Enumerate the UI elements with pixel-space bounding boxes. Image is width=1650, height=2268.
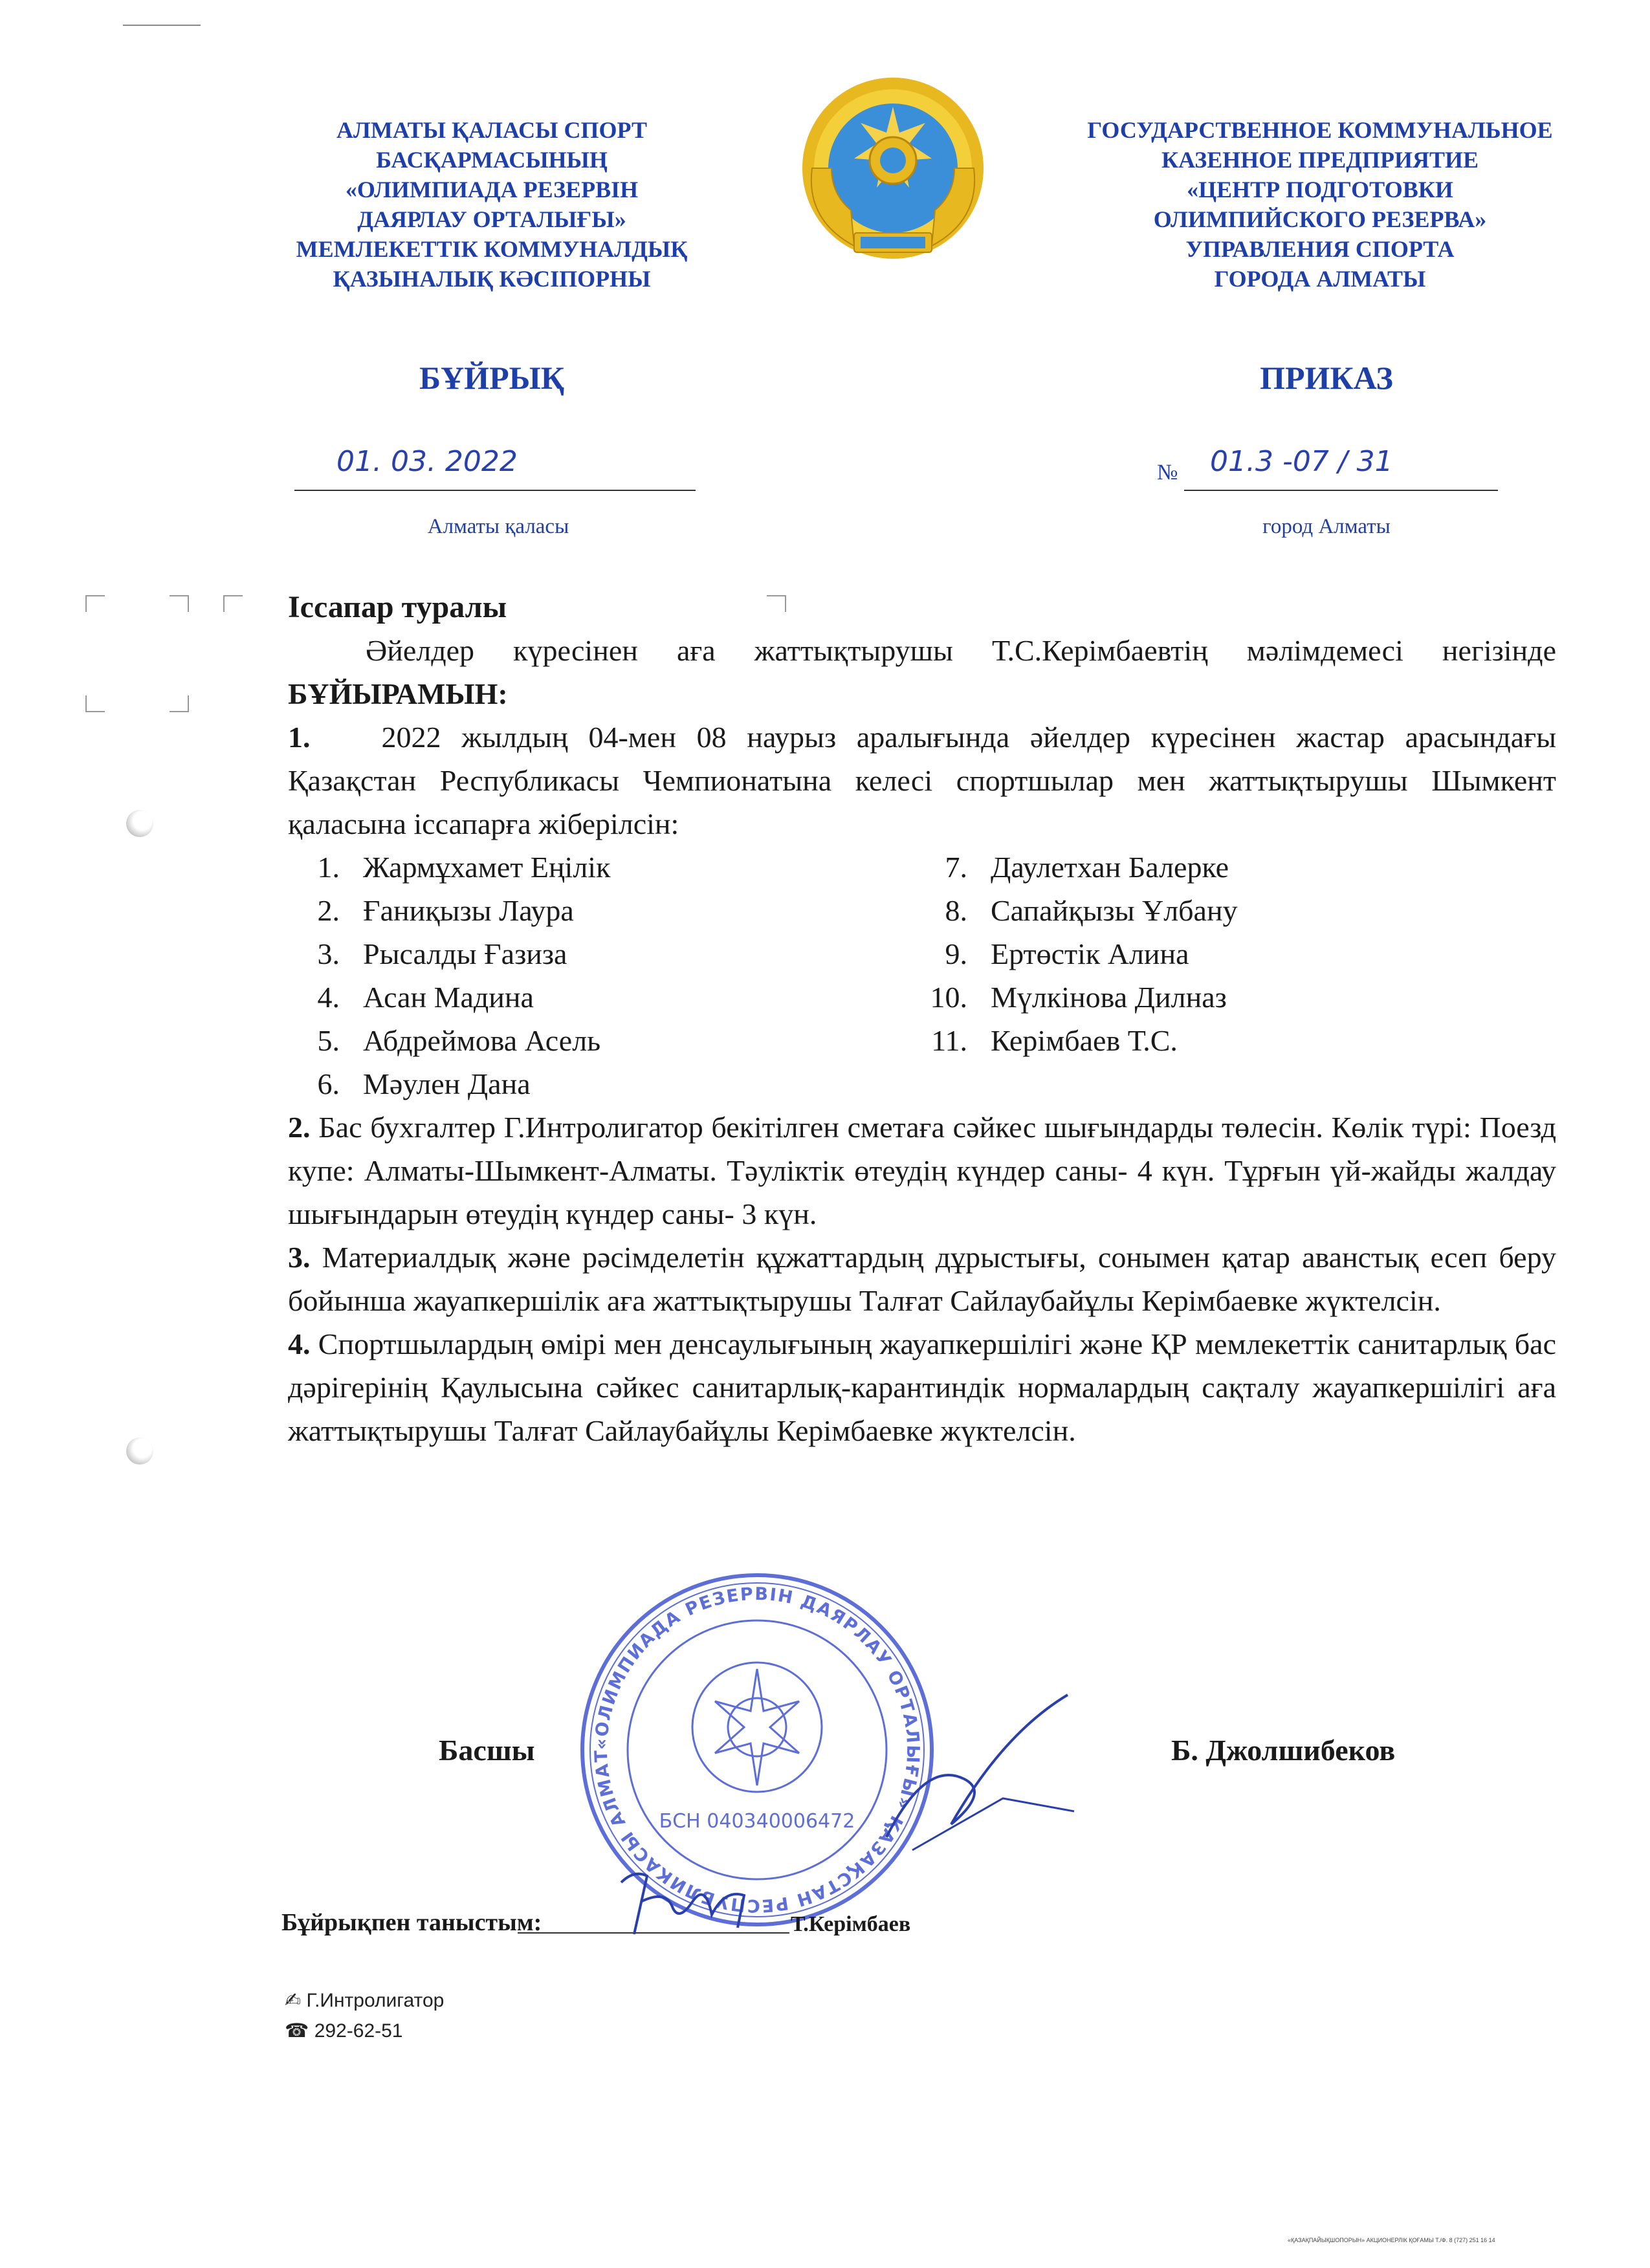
executor-phone: 292-62-51 [314,2020,403,2042]
participant-list [288,845,1556,1106]
signatory-role: Басшы [439,1734,535,1767]
date-line [294,488,696,491]
paragraph-text: Бас бухгалтер Г.Интролигатор бекітілген сметаға сәйкес шығындарды төлесін. Көлік түрі: Поезд купе: Алматы-Шымкент-Алматы. Тәуліктік өтеудің күндер саны- 4 күн. Тұрғын үй-жайды жалдау шығындарын өтеудің күндер саны- 3 күн. [288,1111,1557,1230]
org-line: ГОРОДА АЛМАТЫ [1214,266,1426,292]
order-intro [288,629,1556,715]
paragraph-number: 2. [288,1111,311,1144]
signatory-name: Б. Джолшибеков [1171,1734,1396,1767]
paragraph-number: 4. [288,1327,311,1360]
stamp-ring-text: «ОЛИМПИАДА РЕЗЕРВІН ДАЯРЛАУ ОРТАЛЫҒЫ» ҚАЗАҚСТАН РЕСПУБЛИКАСЫ АЛМАТ [591,1584,923,1916]
list-item: 4. Асан Мадина [317,981,534,1014]
org-line: «ЦЕНТР ПОДГОТОВКИ [1187,177,1453,202]
corner-mark [223,595,243,612]
acknowledgement-signature [608,1863,776,1941]
org-line: «ОЛИМПИАДА РЕЗЕРВІН [345,177,639,202]
phone-icon: ☎ [285,2020,309,2042]
participant-list-right [916,845,1238,1062]
org-line: УПРАВЛЕНИЯ СПОРТА [1185,236,1455,262]
list-item: 11. Керімбаев Т.С. [931,1024,1178,1057]
city-kazakh: Алматы қаласы [427,515,569,538]
doc-type-russian: ПРИКАЗ [1260,360,1393,396]
paragraph-text: Спортшылардың өмірі мен денсаулығының жауапкершілігі және ҚР мемлекеттік санитарлық бас дәрігерінің Қаулысына сәйкес санитарлық-карантиндік нормалардың сақталу жауапкершілігі аға жаттықтырушы Талғат Сайлаубайұлы Керімбаевке жүктелсін. [288,1327,1556,1447]
paragraph-1 [288,715,1556,845]
director-signature [874,1682,1087,1863]
org-line: БАСҚАРМАСЫНЫҢ [376,147,608,173]
participant-list-left [288,845,610,1106]
org-line: ДАЯРЛАУ ОРТАЛЫҒЫ» [357,206,626,232]
paragraph-text: 2022 жылдың 04-мен 08 наурыз аралығында әйелдер күресінен жастар арасындағы Қазақстан Республикасы Чемпионатына келесі спортшылар мен жаттықтырушы Шымкент қаласына іссапарға жіберілсін: [288,721,1556,840]
number-sign: № [1157,461,1178,485]
paragraph-2 [288,1106,1556,1236]
org-name-kazakh [220,115,764,294]
list-item: 1. Жармұхамет Еңілік [317,851,611,884]
phone-line [285,2020,403,2042]
pen-scratch [123,25,201,26]
number-line [1184,488,1498,491]
org-line: ҚАЗЫНАЛЫҚ КӘСІПОРНЫ [333,266,651,292]
punch-hole [126,1437,153,1465]
pen-icon: ✍ [285,1990,302,2011]
date-handwritten: 01. 03. 2022 [336,445,518,478]
city-russian: город Алматы [1262,515,1391,538]
org-line: КАЗЕННОЕ ПРЕДПРИЯТИЕ [1161,147,1479,173]
list-item: 8. Сапайқызы Ұлбану [945,894,1238,927]
org-line: ГОСУДАРСТВЕННОЕ КОММУНАЛЬНОЕ [1087,117,1553,143]
corner-mark [85,595,105,612]
number-handwritten: 01.3 -07 / 31 [1210,445,1393,478]
acknowledgement-name: Т.Керімбаев [791,1912,911,1936]
corner-mark [170,595,189,612]
executor-line [285,1989,444,2012]
org-line: АЛМАТЫ ҚАЛАСЫ СПОРТ [336,117,647,143]
paragraph-number: 3. [288,1241,311,1274]
org-line: МЕМЛЕКЕТТІК КОММУНАЛДЫҚ [296,236,688,262]
list-item: 2. Ғаниқызы Лаура [317,894,574,927]
punch-hole [126,810,153,837]
paragraph-4 [288,1322,1556,1452]
list-item: 10. Мүлкінова Дилназ [930,981,1227,1014]
printer-note: «ҚАЗАҚПАЙЫҚШОПОРЫН» АКЦИОНЕРЛІК ҚОҒАМЫ Т./Ф. 8 (727) 251 16 14 [1288,2237,1495,2243]
list-item: 6. Мәулен Дана [317,1067,531,1100]
intro-command: БҰЙЫРАМЫН: [288,677,508,710]
paragraph-number: 1. [288,721,311,754]
state-emblem-icon [793,71,993,278]
paragraph-text: Материалдық және рәсімделетін құжаттардың дұрыстығы, сонымен қатар аванстық есеп беру бойынша жауапкершілік аға жаттықтырушы Талғат Сайлаубайұлы Керімбаевке жүктелсін. [288,1241,1556,1317]
list-item: 7. Даулетхан Балерке [945,851,1229,884]
doc-type-kazakh: БҰЙРЫҚ [419,360,564,396]
executor-name: Г.Интролигатор [306,1990,445,2011]
intro-text: Әйелдер күресінен аға жаттықтырушы Т.С.Керімбаевтің мәлімдемесі негізінде [366,634,1556,667]
acknowledgement-label: Бұйрықпен таныстым: [281,1909,542,1936]
org-name-russian [1029,115,1611,294]
stamp-bin: БСН 040340006472 [659,1810,855,1833]
corner-mark [170,695,189,712]
paragraph-3 [288,1236,1556,1322]
list-item: 3. Рысалды Ғазиза [317,937,567,970]
list-item: 5. Абдреймова Асель [317,1024,601,1057]
org-line: ОЛИМПИЙСКОГО РЕЗЕРВА» [1153,206,1487,232]
order-body [288,585,1556,1452]
order-title: Іссапар туралы [288,590,507,624]
list-item: 9. Ертөстік Алина [945,937,1189,970]
corner-mark [85,695,105,712]
